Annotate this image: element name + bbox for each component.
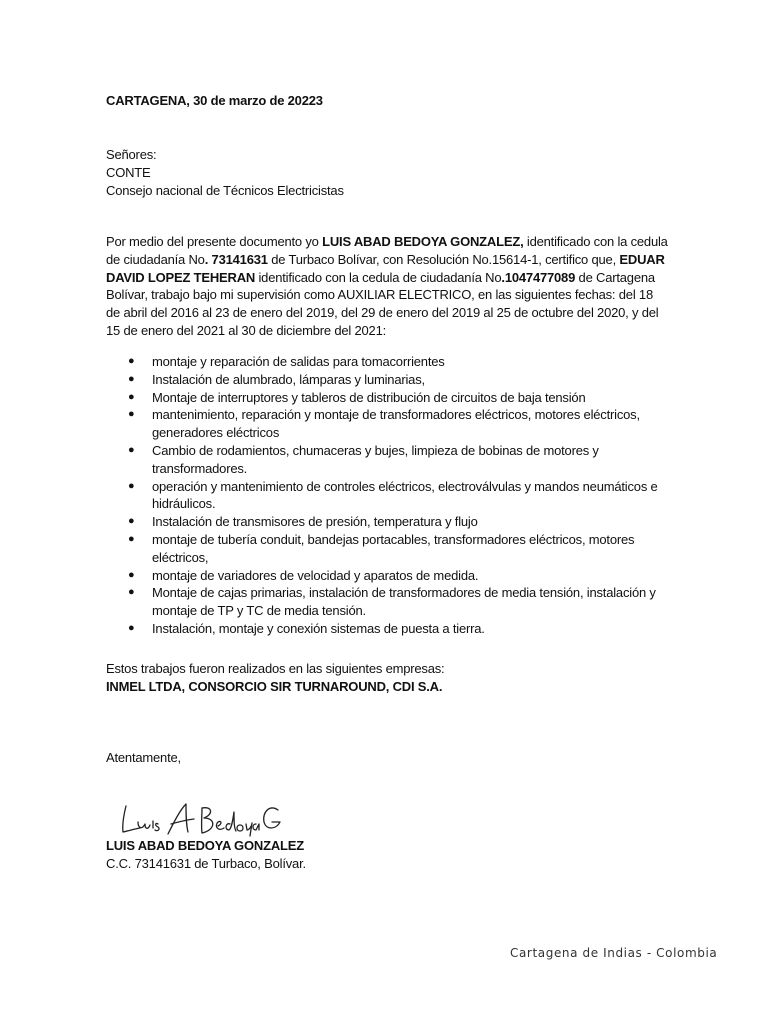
bullet-icon: ● — [128, 515, 135, 528]
bullet-icon: ● — [128, 568, 135, 581]
signer-name-inline: LUIS ABAD BEDOYA GONZALEZ, — [322, 234, 524, 249]
list-item — [128, 567, 668, 585]
bullet-icon: ● — [128, 355, 135, 367]
bullet-icon: ● — [128, 621, 135, 634]
body-text: identificado con la cedula de ciudadanía No — [106, 234, 668, 267]
task-text: Cambio de rodamientos, chumaceras y bujes, limpieza de bobinas de motores y transformadores. — [152, 442, 599, 476]
list-item — [128, 389, 668, 407]
task-text: Instalación de alumbrado, lámparas y luminarias, — [152, 371, 425, 387]
list-item — [128, 478, 668, 514]
task-text: Instalación de transmisores de presión, temperatura y flujo — [152, 514, 478, 530]
recipient-block — [106, 146, 666, 199]
body-paragraph — [106, 233, 668, 340]
recipient-organization-full: Consejo nacional de Técnicos Electricistas — [106, 182, 344, 198]
task-text: montaje y reparación de salidas para tomacorrientes — [152, 354, 445, 369]
list-item — [128, 513, 668, 531]
bullet-icon: ● — [128, 479, 135, 492]
companies-list: INMEL LTDA, CONSORCIO SIR TURNAROUND, CDI S.A. — [106, 679, 443, 694]
body-text: identificado con la cedula de ciudadanía No — [255, 269, 502, 285]
handwritten-signature — [116, 798, 286, 840]
footer-location: Cartagena de Indias - Colombia — [510, 946, 718, 960]
salutation: Señores: — [106, 147, 157, 162]
companies-intro: Estos trabajos fueron realizados en las siguientes empresas: — [106, 661, 445, 676]
bullet-icon: ● — [128, 408, 135, 421]
task-text: montaje de variadores de velocidad y aparatos de medida. — [152, 567, 479, 583]
list-item — [128, 531, 668, 567]
list-item — [128, 371, 668, 389]
body-text: de Cartagena Bolívar, trabajo bajo mi supervisión como AUXILIAR ELECTRICO, en las siguientes fechas: del 18 de abril del 2016 al 23 de enero del 2019, del 29 de enero del 2019 al 25 de octubre del 2020, y del 15 de enero del 2021 al 30 de diciembre del 2021: — [106, 269, 659, 338]
list-item — [128, 442, 668, 478]
worker-name: EDUAR DAVID LOPEZ TEHERAN — [106, 251, 665, 285]
closing-text: Atentamente, — [106, 750, 181, 765]
bullet-icon: ● — [128, 390, 135, 403]
signer-name: LUIS ABAD BEDOYA GONZALEZ — [106, 838, 304, 853]
bullet-icon: ● — [128, 532, 135, 545]
list-item — [128, 584, 668, 620]
body-text: Por medio del presente documento yo — [106, 234, 323, 249]
body-text: de Turbaco Bolívar, con Resolución No.15614-1, certifico que, — [267, 251, 620, 267]
task-text: montaje de tubería conduit, bandejas portacables, transformadores eléctricos, motores eléctricos, — [152, 531, 635, 565]
task-text: Montaje de interruptores y tableros de distribución de circuitos de baja tensión — [152, 389, 586, 405]
signer-id: C.C. 73141631 de Turbaco, Bolívar. — [106, 856, 306, 871]
task-text: Montaje de cajas primarias, instalación de transformadores de media tensión, instalación y montaje de TP y TC de media tensión. — [152, 585, 656, 619]
bullet-icon: ● — [128, 443, 135, 456]
list-item — [128, 353, 668, 371]
task-text: Instalación, montaje y conexión sistemas de puesta a tierra. — [152, 620, 485, 636]
bullet-icon: ● — [128, 586, 135, 599]
task-text: mantenimiento, reparación y montaje de transformadores eléctricos, motores eléctricos, generadores eléctricos — [152, 407, 640, 441]
recipient-organization: CONTE — [106, 164, 151, 180]
date-line: CARTAGENA, 30 de marzo de 20223 — [106, 93, 323, 108]
worker-id: .1047477089 — [501, 269, 576, 285]
list-item — [128, 406, 668, 442]
list-item — [128, 620, 668, 638]
signer-id-inline: . 73141631 — [204, 251, 268, 267]
bullet-icon: ● — [128, 372, 135, 385]
task-text: operación y mantenimiento de controles eléctricos, electroválvulas y mandos neumáticos e hidráulicos. — [152, 478, 658, 512]
task-list — [128, 353, 668, 638]
